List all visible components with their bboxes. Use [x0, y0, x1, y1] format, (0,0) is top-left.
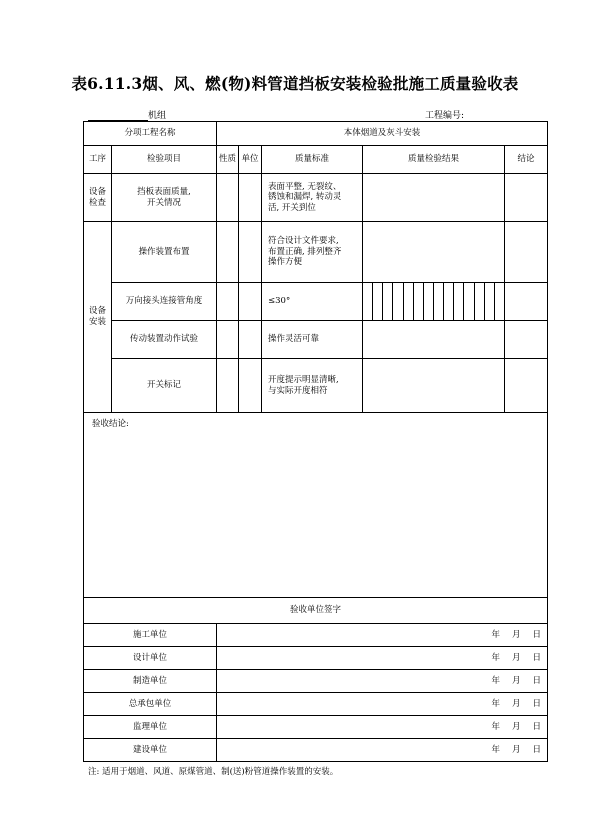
item-label: 挡板表面质量, 开关情况 — [112, 174, 217, 222]
sign-unit-label: 制造单位 — [84, 670, 217, 693]
nature-cell[interactable] — [217, 174, 239, 222]
result-cell[interactable] — [363, 222, 505, 283]
standard-text: 表面平整, 无裂纹、 锈蚀和漏焊, 转动灵 活, 开关到位 — [262, 174, 363, 222]
table-row — [84, 359, 548, 413]
table-row — [84, 222, 548, 283]
day-label: 日 — [532, 698, 542, 709]
year-label: 年 — [491, 629, 500, 640]
footnote: 注: 适用于烟道、风道、原煤管道、制(送)粉管道操作装置的安装。 — [88, 767, 339, 777]
page-title: 表6.11.3烟、风、燃(物)料管道挡板安装检验批施工质量验收表 — [71, 74, 519, 93]
conclusion-cell[interactable] — [505, 174, 548, 222]
conclusion-cell[interactable] — [505, 321, 548, 359]
month-label: 月 — [512, 744, 521, 755]
conclusion-label: 验收结论: — [92, 419, 129, 429]
day-label: 日 — [532, 675, 542, 686]
sign-unit-label: 建设单位 — [84, 739, 217, 762]
conclusion-area[interactable] — [84, 413, 548, 598]
day-label: 日 — [532, 744, 542, 755]
result-cell[interactable] — [363, 359, 505, 413]
table-row — [84, 174, 548, 222]
month-label: 月 — [512, 629, 521, 640]
nature-cell[interactable] — [217, 321, 239, 359]
sign-row — [84, 624, 548, 647]
result-cell[interactable] — [363, 174, 505, 222]
year-label: 年 — [491, 698, 500, 709]
project-code-label: 工程编号: — [425, 111, 465, 121]
header-row — [84, 146, 548, 174]
sign-date-cell[interactable] — [217, 647, 548, 670]
result-cell-grid[interactable] — [363, 283, 505, 321]
sign-date-cell[interactable] — [217, 739, 548, 762]
unit-field — [88, 108, 166, 121]
table-row — [84, 321, 548, 359]
item-label: 开关标记 — [112, 359, 217, 413]
sign-header-row — [84, 598, 548, 624]
sign-unit-label: 施工单位 — [84, 624, 217, 647]
group-equipment-install: 设备 安装 — [84, 222, 112, 413]
sign-row — [84, 670, 548, 693]
header-standard: 质量标准 — [262, 146, 363, 174]
sign-unit-label: 总承包单位 — [84, 693, 217, 716]
conclusion-cell[interactable] — [505, 222, 548, 283]
conclusion-row — [84, 413, 548, 598]
result-cell[interactable] — [363, 321, 505, 359]
project-row — [84, 122, 548, 146]
unit-cell[interactable] — [239, 321, 262, 359]
nature-cell[interactable] — [217, 222, 239, 283]
unit-suffix: 机组 — [148, 111, 167, 121]
day-label: 日 — [532, 721, 542, 732]
sign-row — [84, 739, 548, 762]
sign-date-cell[interactable] — [217, 693, 548, 716]
month-label: 月 — [512, 721, 521, 732]
header-unit: 单位 — [239, 146, 262, 174]
sign-row — [84, 716, 548, 739]
standard-text: 开度提示明显清晰, 与实际开度相符 — [262, 359, 363, 413]
item-label: 传动装置动作试验 — [112, 321, 217, 359]
sign-row — [84, 647, 548, 670]
unit-cell[interactable] — [239, 174, 262, 222]
conclusion-cell[interactable] — [505, 359, 548, 413]
project-value[interactable]: 本体烟道及灰斗安装 — [217, 122, 548, 146]
group-equipment-check: 设备 检查 — [84, 174, 112, 222]
unit-cell[interactable] — [239, 222, 262, 283]
year-label: 年 — [491, 721, 500, 732]
standard-text: 操作灵活可靠 — [262, 321, 363, 359]
table-row — [84, 283, 548, 321]
sign-row — [84, 693, 548, 716]
standard-text: 符合设计文件要求, 布置正确, 排列整齐 操作方便 — [262, 222, 363, 283]
month-label: 月 — [512, 652, 521, 663]
header-result: 质量检验结果 — [363, 146, 505, 174]
sign-date-cell[interactable] — [217, 624, 548, 647]
nature-cell[interactable] — [217, 283, 239, 321]
header-nature: 性质 — [217, 146, 239, 174]
sign-date-cell[interactable] — [217, 670, 548, 693]
item-label: 万向接头连接管角度 — [112, 283, 217, 321]
inspection-form — [83, 121, 548, 762]
month-label: 月 — [512, 698, 521, 709]
year-label: 年 — [491, 744, 500, 755]
header-conclusion: 结论 — [505, 146, 548, 174]
sign-header: 验收单位签字 — [84, 598, 548, 624]
year-label: 年 — [491, 652, 500, 663]
month-label: 月 — [512, 675, 521, 686]
header-process: 工序 — [84, 146, 112, 174]
project-label: 分项工程名称 — [84, 122, 217, 146]
sign-unit-label: 设计单位 — [84, 647, 217, 670]
nature-cell[interactable] — [217, 359, 239, 413]
conclusion-cell[interactable] — [505, 283, 548, 321]
day-label: 日 — [532, 652, 542, 663]
sign-unit-label: 监理单位 — [84, 716, 217, 739]
item-label: 操作装置布置 — [112, 222, 217, 283]
unit-cell[interactable] — [239, 359, 262, 413]
sign-date-cell[interactable] — [217, 716, 548, 739]
unit-blank[interactable] — [88, 111, 148, 121]
day-label: 日 — [532, 629, 542, 640]
unit-cell[interactable] — [239, 283, 262, 321]
measurement-grid — [363, 283, 504, 320]
header-item: 检验项目 — [112, 146, 217, 174]
standard-text: ≤30° — [262, 283, 363, 321]
year-label: 年 — [491, 675, 500, 686]
